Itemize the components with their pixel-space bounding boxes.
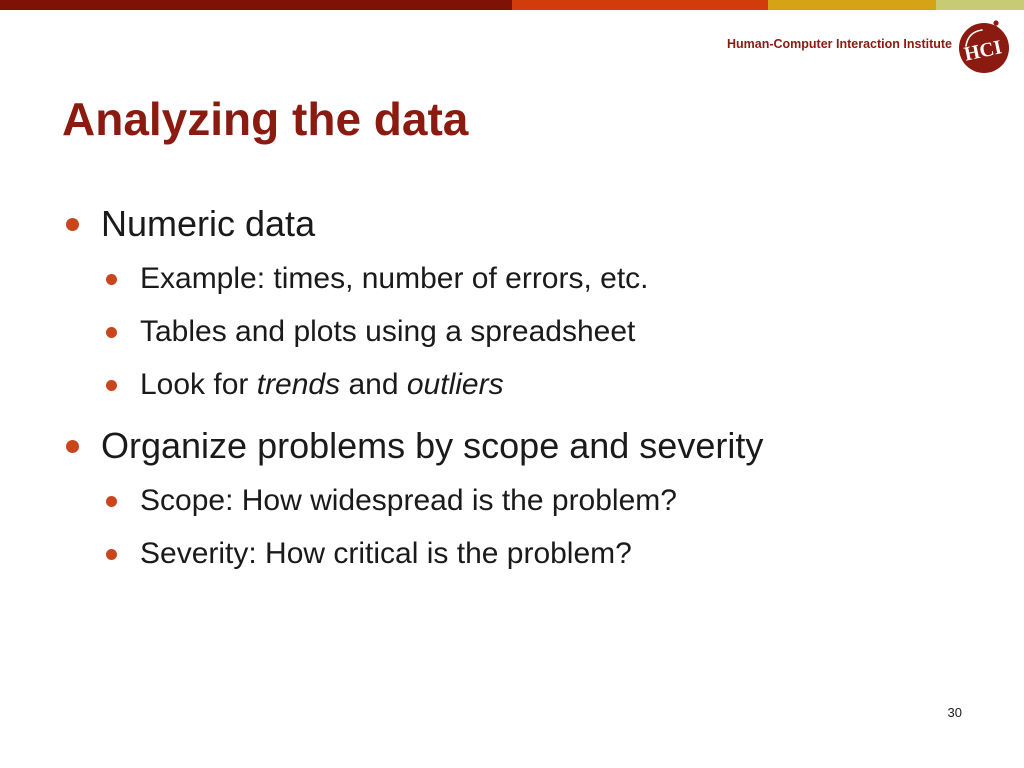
bullet-dot-icon <box>106 549 117 560</box>
text-run: and <box>340 368 407 401</box>
bullet-dot-icon <box>66 218 79 231</box>
sub-bullet-item <box>106 484 677 518</box>
sub-bullet-text: Tables and plots using a spreadsheet <box>140 315 636 348</box>
bullet-dot-icon <box>106 274 117 285</box>
seal-text: HCI <box>962 36 1004 66</box>
bullet-item <box>66 425 763 467</box>
sub-bullet-text: Example: times, number of errors, etc. <box>140 262 649 295</box>
slide-title: Analyzing the data <box>62 93 469 145</box>
bullet-dot-icon <box>106 380 117 391</box>
bullet-dot-icon <box>106 496 117 507</box>
text-run: Look for <box>140 368 257 401</box>
page-number: 30 <box>947 705 962 720</box>
sub-bullet-text <box>140 368 504 402</box>
emphasis-outliers: outliers <box>406 368 504 401</box>
emphasis-trends: trends <box>256 368 341 401</box>
sub-bullet-text: Scope: How widespread is the problem? <box>140 484 677 517</box>
institute-logo-text: Human-Computer Interaction Institute <box>726 37 952 51</box>
bullet-text: Numeric data <box>101 203 316 244</box>
bullet-text: Organize problems by scope and severity <box>101 425 764 466</box>
sub-bullet-item <box>106 537 632 571</box>
sub-bullet-item <box>106 315 635 349</box>
bullet-dot-icon <box>106 327 117 338</box>
bullet-dot-icon <box>66 440 79 453</box>
bullet-item <box>66 203 315 245</box>
sub-bullet-item <box>106 368 504 402</box>
sub-bullet-text: Severity: How critical is the problem? <box>140 537 632 570</box>
sub-bullet-item <box>106 262 649 296</box>
